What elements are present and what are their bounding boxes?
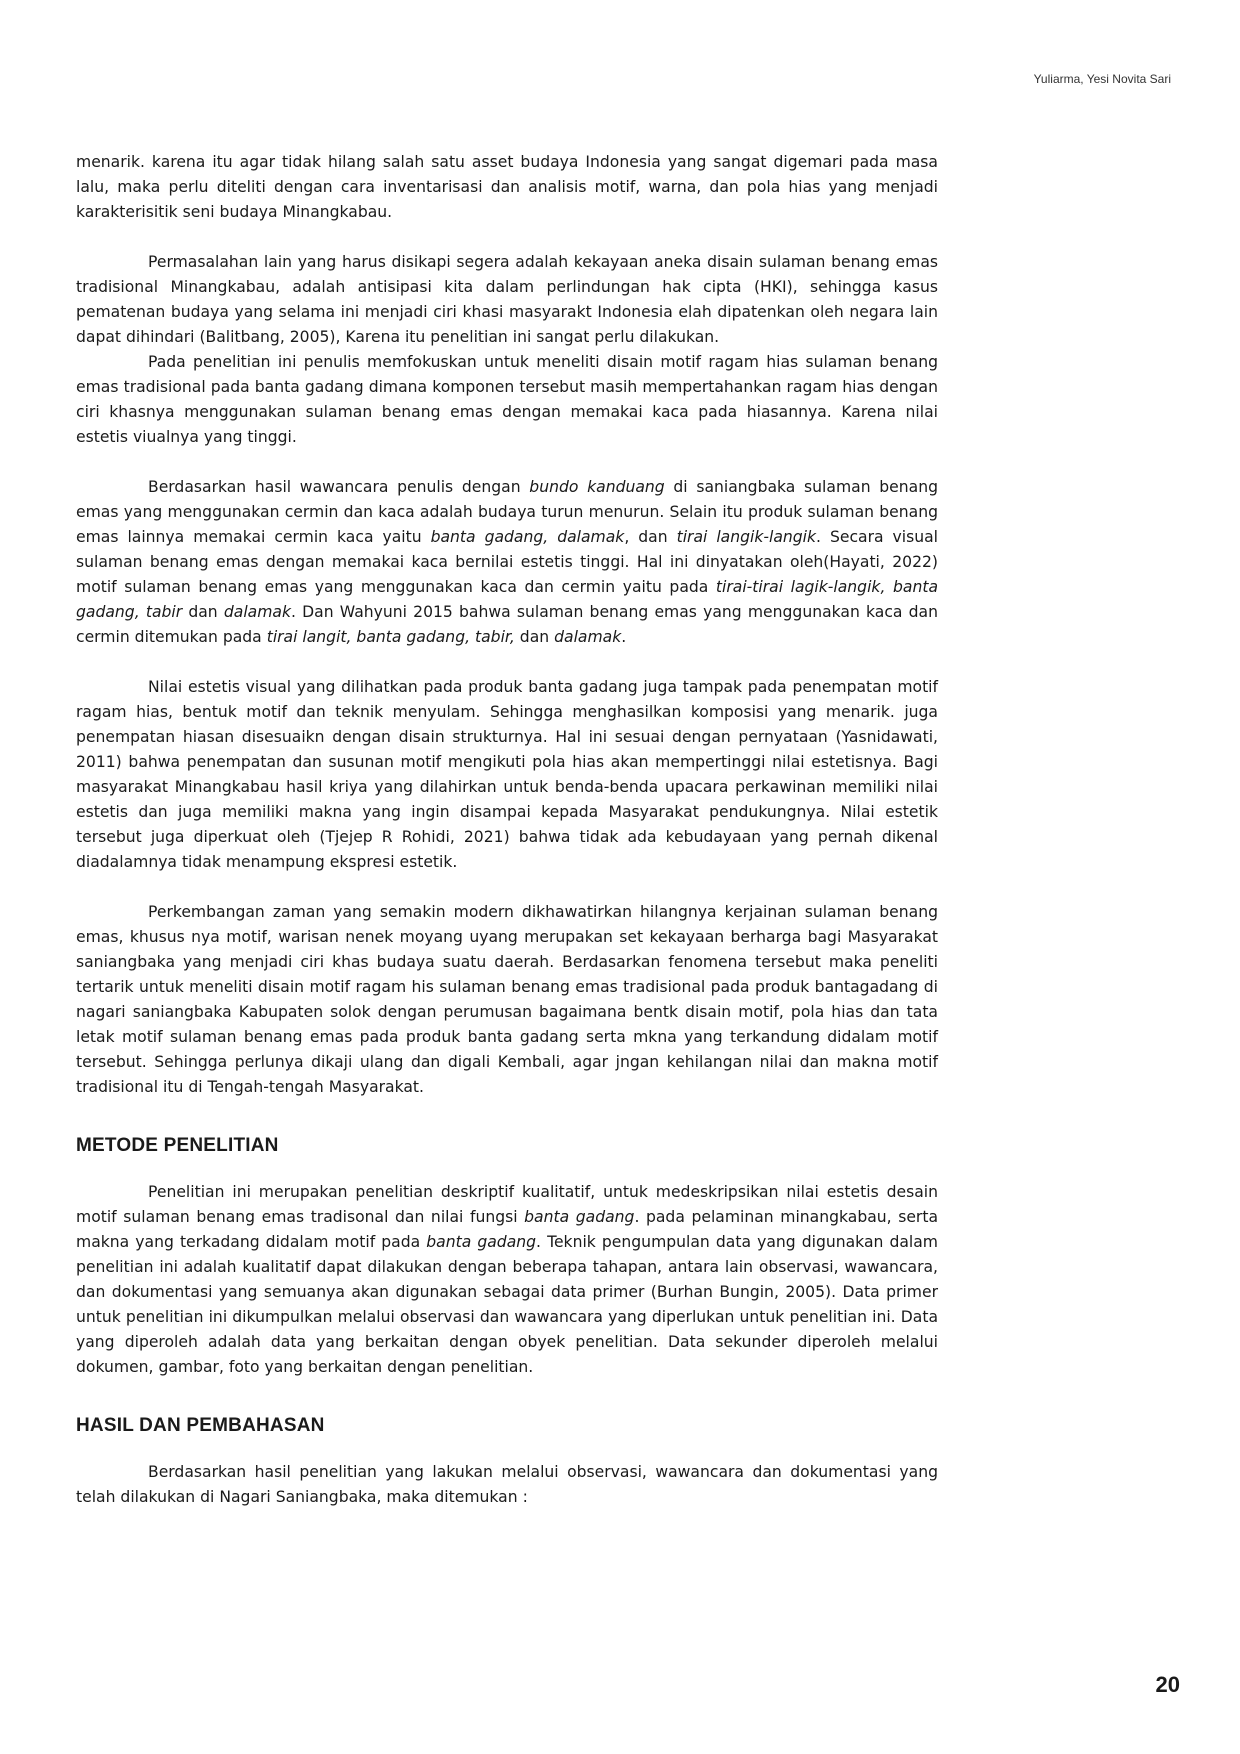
italic-term: banta gadang: [426, 1233, 537, 1251]
italic-term: tirai langit, banta gadang, tabir,: [266, 628, 515, 646]
paragraph-4: [76, 475, 938, 650]
text-run: di saniangbaka sulaman benang emas yang menggunakan cermin dan kaca adalah budaya turun menurun. Selain itu produk sulaman benang emas lainnya memakai cermin kaca yaitu: [76, 478, 938, 546]
paragraph-5: Nilai estetis visual yang dilihatkan pada produk banta gadang juga tampak pada penempatan motif ragam hias, bentuk motif dan teknik menyulam. Sehingga menghasilkan komposisi yang menarik. juga penempatan hiasan disesuaikn dengan disain strukturnya. Hal ini sesuai dengan pernyataan (Yasnidawati, 2011) bahwa penempatan dan susunan motif mengikuti pola hias akan mempertinggi nilai estetisnya. Bagi masyarakat Minangkabau hasil kriya yang dilahirkan untuk benda-benda upacara perkawinan memiliki nilai estetis dan juga memiliki makna yang ingin disampai kepada Masyarakat pendukungnya. Nilai estetik tersebut juga diperkuat oleh (Tjejep R Rohidi, 2021) bahwa tidak ada kebudayaan yang pernah dikenal diadalamnya tidak menampung ekspresi estetik.: [76, 678, 938, 871]
italic-term: banta gadang: [524, 1208, 635, 1226]
text-run: .: [621, 628, 627, 646]
running-head-authors: Yuliarma, Yesi Novita Sari: [1033, 72, 1171, 86]
italic-term: dalamak: [223, 603, 291, 621]
paragraph-6: Perkembangan zaman yang semakin modern dikhawatirkan hilangnya kerjainan sulaman benang emas, khusus nya motif, warisan nenek moyang uyang merupakan set kekayaan berharga bagi Masyarakat saniangbaka yang menjadi ciri khas budaya suatu daerah. Berdasarkan fenomena tersebut maka peneliti tertarik untuk meneliti disain motif ragam his sulaman benang emas tradisional pada produk bantagadang di nagari saniangbaka Kabupaten solok dengan perumusan bagaimana bentk disain motif, pola hias dan tata letak motif sulaman benang emas pada produk banta gadang serta mkna yang terkandung didalam motif tersebut. Sehingga perlunya dikaji ulang dan digali Kembali, agar jngan kehilangan nilai dan makna motif tradisional itu di Tengah-tengah Masyarakat.: [76, 903, 938, 1096]
text-run: Berdasarkan hasil wawancara penulis dengan: [148, 478, 530, 496]
text-run: . pada pelaminan minangkabau, serta makna yang terkadang didalam motif pada: [76, 1208, 938, 1251]
page-number: 20: [1155, 1672, 1180, 1697]
section-heading-hasil: HASIL DAN PEMBAHASAN: [76, 1415, 325, 1436]
text-run: . Teknik pengumpulan data yang digunakan dalam penelitian ini adalah kualitatif dapat dilakukan dengan beberapa tahapan, antara lain observasi, wawancara, dan dokumentasi yang semuanya akan digunakan sebagai data primer (Burhan Bungin, 2005). Data primer untuk penelitian ini dikumpulkan melalui observasi dan wawancara yang diperlukan untuk penelitian ini. Data yang diperoleh adalah data yang berkaitan dengan obyek penelitian. Data sekunder diperoleh melalui dokumen, gambar, foto yang berkaitan dengan penelitian.: [76, 1233, 938, 1376]
italic-term: dalamak: [554, 628, 622, 646]
text-run: Penelitian ini merupakan penelitian deskriptif kualitatif, untuk medeskripsikan nilai estetis desain motif sulaman benang emas tradisonal dan nilai fungsi: [76, 1183, 938, 1226]
text-run: dan: [182, 603, 224, 621]
text-run: . Secara visual sulaman benang emas dengan memakai kaca bernilai estetis tinggi. Hal ini dinyatakan oleh(Hayati, 2022) motif sulaman benang emas yang menggunakan kaca dan cermin yaitu pada: [76, 528, 938, 596]
section-heading-metode: METODE PENELITIAN: [76, 1135, 279, 1156]
article-body: [76, 150, 938, 1510]
italic-term: bundo kanduang: [529, 478, 665, 496]
italic-term: tirai-tirai lagik-langik, banta gadang, tabir: [76, 578, 938, 621]
text-run: , dan: [624, 528, 677, 546]
italic-term: tirai langik-langik: [676, 528, 817, 546]
text-run: . Dan Wahyuni 2015 bahwa sulaman benang emas yang menggunakan kaca dan cermin ditemukan pada: [76, 603, 938, 646]
text-run: dan: [514, 628, 555, 646]
paragraph-metode: [76, 1180, 938, 1380]
paragraph-1: menarik. karena itu agar tidak hilang salah satu asset budaya Indonesia yang sangat digemari pada masa lalu, maka perlu diteliti dengan cara inventarisasi dan analisis motif, warna, dan pola hias yang menjadi karakterisitik seni budaya Minangkabau.: [76, 153, 938, 221]
paragraph-3: Pada penelitian ini penulis memfokuskan untuk meneliti disain motif ragam hias sulaman benang emas tradisional pada banta gadang dimana komponen tersebut masih mempertahankan ragam hias dengan ciri khasnya menggunakan sulaman benang emas dengan memakai kaca pada hiasannya. Karena nilai estetis viualnya yang tinggi.: [76, 353, 938, 446]
italic-term: banta gadang, dalamak: [430, 528, 625, 546]
paragraph-hasil: Berdasarkan hasil penelitian yang lakukan melalui observasi, wawancara dan dokumentasi yang telah dilakukan di Nagari Saniangbaka, maka ditemukan :: [76, 1463, 938, 1506]
paragraph-2: Permasalahan lain yang harus disikapi segera adalah kekayaan aneka disain sulaman benang emas tradisional Minangkabau, adalah antisipasi kita dalam perlindungan hak cipta (HKI), sehingga kasus pematenan budaya yang selama ini menjadi ciri khasi masyarakt Indonesia elah dipatenkan oleh negara lain dapat dihindari (Balitbang, 2005), Karena itu penelitian ini sangat perlu dilakukan.: [76, 253, 938, 346]
